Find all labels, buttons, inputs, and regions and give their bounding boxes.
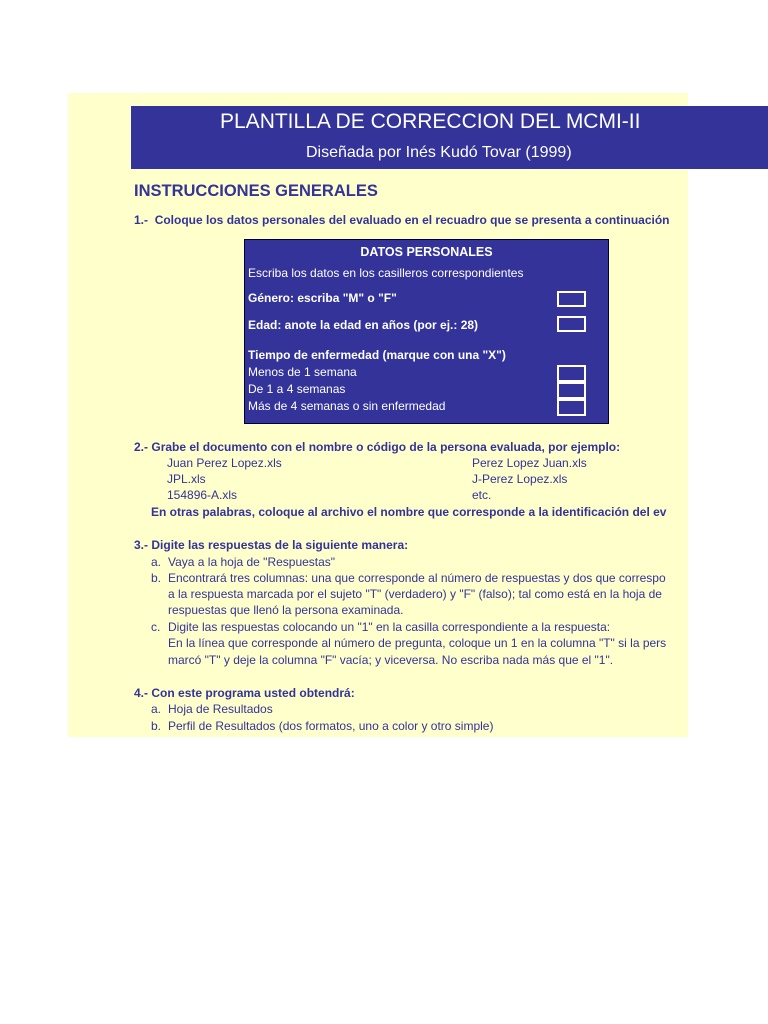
example-file: etc.	[472, 488, 492, 502]
page-title: PLANTILLA DE CORRECCION DEL MCMI-II	[220, 110, 641, 133]
illness-option-1-to-4-weeks: De 1 a 4 semanas	[248, 382, 346, 396]
step4-number: 4.-	[134, 686, 149, 700]
step1-number: 1.-	[134, 213, 149, 227]
personal-data-box	[244, 239, 609, 424]
list-letter: b.	[151, 719, 162, 733]
list-item-continued: respuestas que llenó la persona examinada.	[168, 603, 404, 617]
step3-line	[134, 538, 408, 552]
step2-note: En otras palabras, coloque al archivo el nombre que corresponde a la identificación del ev	[151, 505, 667, 519]
step2-number: 2.-	[134, 440, 149, 454]
illness-cell-more-4-weeks[interactable]	[557, 399, 586, 416]
step2-line	[134, 440, 620, 454]
illness-option-more-4-weeks: Más de 4 semanas o sin enfermedad	[248, 399, 446, 413]
list-item-continued: marcó "T" y deje la columna "F" vacía; y viceversa. No escriba nada más que el "1".	[168, 653, 614, 667]
personal-data-title: DATOS PERSONALES	[360, 245, 493, 259]
example-file: J-Perez Lopez.xls	[472, 472, 568, 486]
illness-option-less-1-week: Menos de 1 semana	[248, 365, 357, 379]
step1-text: Coloque los datos personales del evaluado en el recuadro que se presenta a continuación	[154, 213, 670, 227]
step4-text: Con este programa usted obtendrá:	[151, 686, 355, 700]
step4-line	[134, 686, 355, 700]
age-input-cell[interactable]	[557, 316, 586, 332]
age-label: Edad: anote la edad en años (por ej.: 28)	[248, 318, 479, 332]
list-item: Hoja de Resultados	[168, 702, 273, 716]
list-item: Encontrará tres columnas: una que corresponde al número de respuestas y dos que correspo	[168, 571, 666, 585]
example-file: JPL.xls	[167, 472, 206, 486]
list-item-continued: a la respuesta marcada por el sujeto "T" (verdadero) y "F" (falso); tal como está en la hoja de	[168, 587, 662, 601]
example-file: 154896-A.xls	[167, 488, 238, 502]
list-letter: b.	[151, 571, 162, 585]
list-letter: a.	[151, 555, 162, 569]
title-banner	[131, 106, 768, 169]
example-file: Perez Lopez Juan.xls	[472, 456, 587, 470]
illness-cell-1-to-4-weeks[interactable]	[557, 382, 586, 399]
example-file: Juan Perez Lopez.xls	[167, 456, 282, 470]
step1-line	[134, 213, 670, 227]
list-letter: c.	[151, 620, 161, 634]
page-subtitle: Diseñada por Inés Kudó Tovar (1999)	[306, 144, 572, 161]
list-item: Vaya a la hoja de "Respuestas"	[168, 555, 336, 569]
list-letter: a.	[151, 702, 162, 716]
list-item: Perfil de Resultados (dos formatos, uno a color y otro simple)	[168, 719, 494, 733]
gender-label: Género: escriba "M" o "F"	[248, 291, 397, 305]
step2-text: Grabe el documento con el nombre o código de la persona evaluada, por ejemplo:	[151, 440, 621, 454]
list-item-continued: En la línea que corresponde al número de pregunta, coloque un 1 en la columna "T" si la pers	[168, 636, 667, 650]
gender-input-cell[interactable]	[557, 291, 586, 307]
personal-data-intro: Escriba los datos en los casilleros correspondientes	[248, 266, 524, 280]
list-item: Digite las respuestas colocando un "1" en la casilla correspondiente a la respuesta:	[168, 620, 611, 634]
instructions-heading: INSTRUCCIONES GENERALES	[134, 182, 378, 200]
step3-text: Digite las respuestas de la siguiente manera:	[151, 538, 409, 552]
illness-cell-less-1-week[interactable]	[557, 365, 586, 382]
step3-number: 3.-	[134, 538, 149, 552]
illness-label: Tiempo de enfermedad (marque con una "X")	[248, 348, 506, 362]
